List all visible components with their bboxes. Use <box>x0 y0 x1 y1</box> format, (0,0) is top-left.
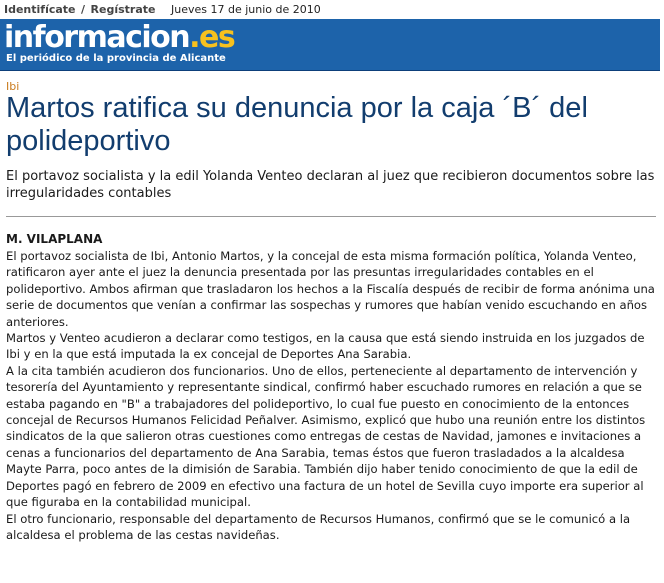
current-date: Jueves 17 de junio de 2010 <box>171 3 321 16</box>
article-paragraph: Martos y Venteo acudieron a declarar como testigos, en la causa que está siendo instruida en los juzgados de Ibi y en la que está imputada la ex concejal de Deportes Ana Sarabia. <box>6 331 645 362</box>
divider <box>6 216 656 217</box>
section-link[interactable]: Ibi <box>6 80 20 93</box>
article-paragraph: A la cita también acudieron dos funcionarios. Uno de ellos, perteneciente al departamento de intervención y tesorería del Ayuntamiento y representante sindical, confirmó haber escuchado rumores en relación a que se estaba pagando en "B" a trabajadores del polideportivo, lo cual fue puesto en conocimiento de la entonces concejal de Recursos Humanos Felicidad Peñalver. Asimismo, explicó que hubo una reunión entre los distintos sindicatos de la que salieron otras cuestiones como entregas de cestas de Navidad, jamones e invitaciones a cenas a funcionarios del departamento de Ana Sarabia, temas éstos que fueron trasladados a la alcaldesa Mayte Parra, poco antes de la dimisión de Sarabia. También dijo haber tenido conocimiento de que la edil de Deportes pagó en febrero de 2009 en efectivo una factura de un hotel de Sevilla cuyo importe era superior al que figuraba en la contabilidad municipal. <box>6 363 646 510</box>
site-logo[interactable] <box>4 20 234 56</box>
login-register-separator: / <box>81 3 86 16</box>
article-body <box>6 248 658 543</box>
article-paragraph: El otro funcionario, responsable del departamento de Recursos Humanos, confirmó que se le comunicó a la alcaldesa el problema de las cestas navideñas. <box>6 511 631 542</box>
article-headline: Martos ratifica su denuncia por la caja ´B´ del polideportivo <box>6 92 588 157</box>
login-link[interactable]: Identifícate <box>4 3 76 16</box>
site-tagline: El periódico de la provincia de Alicante <box>6 53 226 64</box>
register-link[interactable]: Regístrate <box>90 3 156 16</box>
top-bar <box>4 3 321 19</box>
masthead <box>0 19 660 71</box>
article-subhead: El portavoz socialista y la edil Yolanda Venteo declaran al juez que recibieron documentos sobre las irregularidades contables <box>6 169 655 201</box>
article-byline: M. VILAPLANA <box>6 232 103 246</box>
logo-tld: .es <box>189 20 235 55</box>
article-paragraph: El portavoz socialista de Ibi, Antonio Martos, y la concejal de esta misma formación política, Yolanda Venteo, ratificaron ayer ante el juez la denuncia presentada por las presuntas irregularidades contables en el polideportivo. Ambos afirman que trasladaron los hechos a la Fiscalía después de recibir de forma anónima una serie de documentos que venían a confirmar las sospechas y rumores que habían venido escuchando en años anteriores. <box>6 249 655 329</box>
logo-name: informacion <box>4 20 190 55</box>
